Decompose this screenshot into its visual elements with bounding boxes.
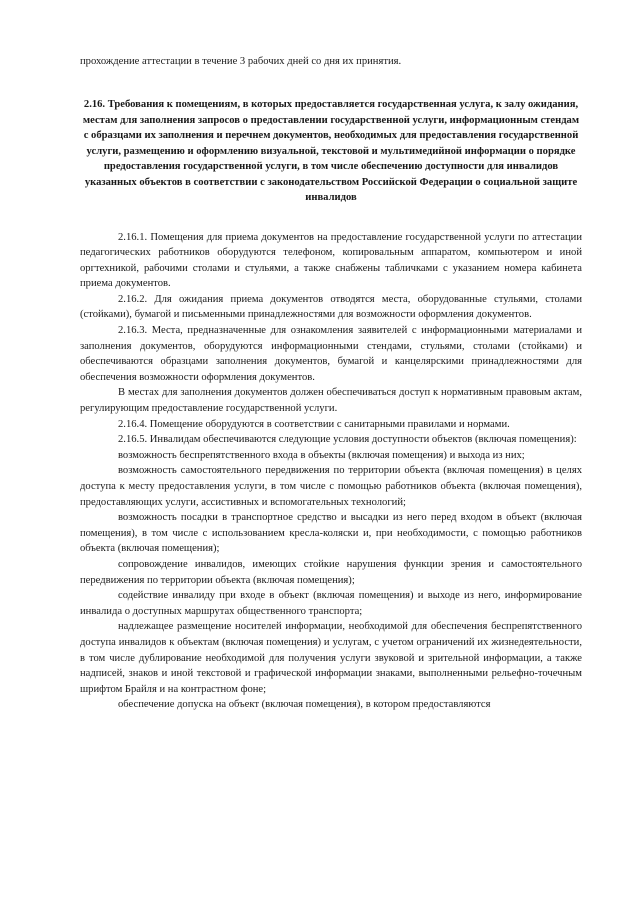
paragraph: 2.16.3. Места, предназначенные для ознакомления заявителей с информационными материалами и заполнения документов, оборудуются информационными стендами, стульями, столами (стойками) и обеспечиваются образцами заполнения документов, бумагой и канцелярскими принадлежностями для обеспечения возможности оформления документов. [80, 325, 582, 383]
paragraph: 2.16.5. Инвалидам обеспечиваются следующие условия доступности объектов (включая помещения): [118, 434, 577, 446]
paragraph: возможность беспрепятственного входа в объекты (включая помещения) и выхода из них; [118, 449, 525, 461]
document-body [80, 230, 582, 713]
section-heading: 2.16. Требования к помещениям, в которых предоставляется государственная услуга, к залу ожидания, местам для заполнения запросов о предоставлении государственной услуги, информационным стендам с образцами их заполнения и перечнем документов, необходимых для предоставления государственной услуги, размещению и оформлению визуальной, текстовой и мультимедийной информации о порядке предоставления государственной услуги, в том числе обеспечению доступности для инвалидов указанных объектов в соответствии с законодательством Российской Федерации о социальной защите инвалидов [82, 99, 580, 203]
paragraph: возможность посадки в транспортное средство и высадки из него перед входом в объект (включая помещения), в том числе с использованием кресла-коляски и, при необходимости, с помощью работников объекта (включая помещения); [80, 512, 582, 555]
continuation-line: прохождение аттестации в течение 3 рабочих дней со дня их принятия. [80, 56, 402, 67]
paragraph: надлежащее размещение носителей информации, необходимой для обеспечения беспрепятственного доступа инвалидов к объектам (включая помещения) и услугам, с учетом ограничений их жизнедеятельности, в том числе дублирование необходимой для получения услуги звуковой и зрительной информации, а также надписей, знаков и иной текстовой и графической информации знаками, выполненными рельефно-точечным шрифтом Брайля и на контрастном фоне; [80, 621, 582, 695]
paragraph: 2.16.2. Для ожидания приема документов отводятся места, оборудованные стульями, столами (стойками), бумагой и письменными принадлежностями для возможности оформления документов. [80, 293, 582, 321]
paragraph: сопровождение инвалидов, имеющих стойкие нарушения функции зрения и самостоятельного передвижения по территории объекта (включая помещения); [80, 558, 582, 586]
paragraph: возможность самостоятельного передвижения по территории объекта (включая помещения) в целях доступа к месту предоставления услуги, в том числе с помощью работников объекта (включая помещения), предоставляющих услуги, ассистивных и вспомогательных технологий; [80, 465, 582, 508]
document-page [80, 54, 582, 713]
paragraph: 2.16.1. Помещения для приема документов на предоставление государственной услуги по аттестации педагогических работников оборудуются телефоном, копировальным аппаратом, компьютером и иной оргтехникой, рабочими столами и стульями, а также снабжены табличками с указанием номера кабинета приема документов. [80, 231, 582, 290]
paragraph: В местах для заполнения документов должен обеспечиваться доступ к нормативным правовым актам, регулирующим предоставление государственной услуги. [80, 387, 582, 415]
paragraph: содействие инвалиду при входе в объект (включая помещения) и выходе из него, информирование инвалида о доступных маршрутах общественного транспорта; [80, 590, 582, 617]
paragraph: 2.16.4. Помещение оборудуются в соответствии с санитарными правилами и нормами. [118, 418, 510, 430]
paragraph: обеспечение допуска на объект (включая помещения), в котором предоставляются [118, 699, 491, 711]
